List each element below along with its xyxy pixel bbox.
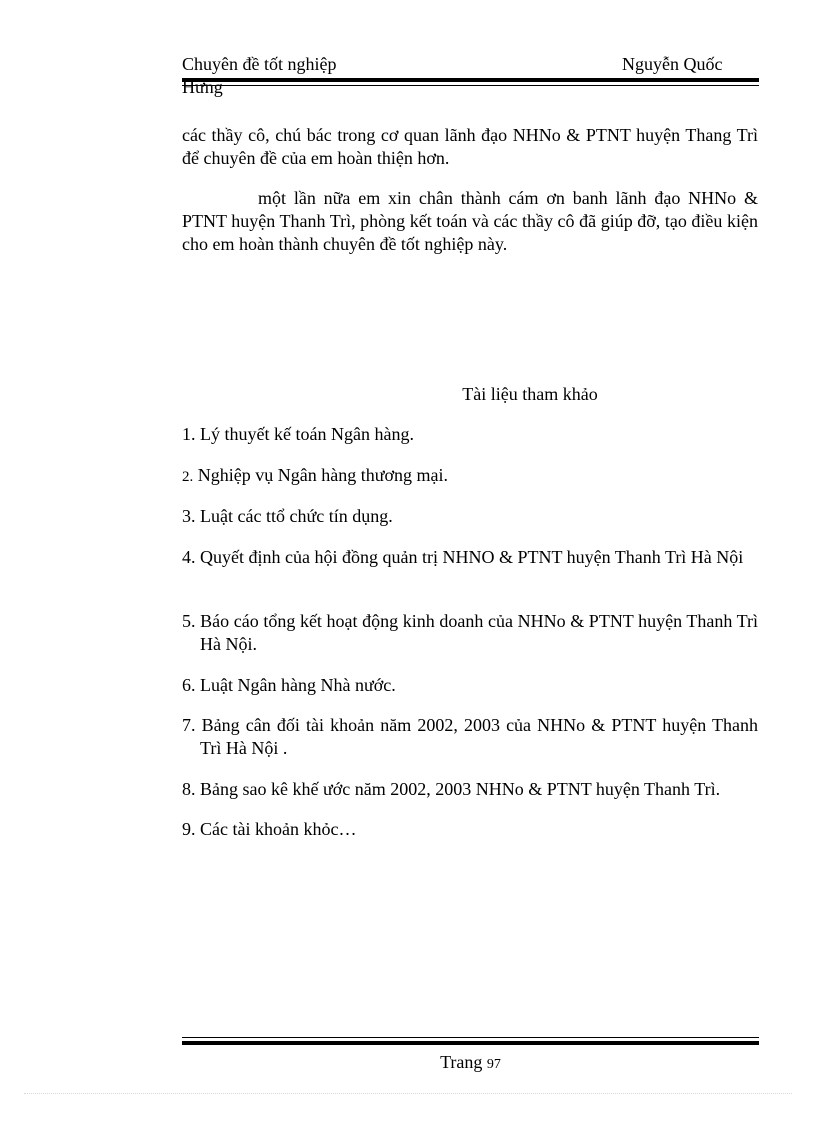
reference-number: 7. <box>182 715 196 735</box>
reference-item <box>182 714 758 760</box>
body-paragraph-1: các thầy cô, chú bác trong cơ quan lãnh đạo NHNo & PTNT huyện Thang Trì để chuyên đề của em hoàn thiện hơn. <box>182 125 758 168</box>
reference-text: Bảng sao kê khế ước năm 2002, 2003 NHNo & PTNT huyện Thanh Trì. <box>200 779 721 799</box>
reference-text: Nghiệp vụ Ngân hàng thương mại. <box>197 465 448 485</box>
reference-number: 5. <box>182 611 196 631</box>
reference-text: Bảng cân đối tài khoản năm 2002, 2003 của NHNo & PTNT huyện Thanh Trì Hà Nội . <box>200 715 758 758</box>
header-rule-thin <box>182 85 759 86</box>
footer-rule-thin <box>182 1037 759 1038</box>
reference-number: 9. <box>182 819 196 839</box>
page-footer <box>182 1050 759 1077</box>
header-rule-thick <box>182 78 759 82</box>
reference-number: 4. <box>182 547 196 567</box>
reference-item <box>182 505 758 528</box>
reference-number: 8. <box>182 779 196 799</box>
page-boundary <box>24 1093 792 1094</box>
header-title: Chuyên đề tốt nghiệp <box>182 54 337 74</box>
reference-text: Các tài khoản khỏc… <box>200 819 357 839</box>
reference-item <box>182 464 758 489</box>
reference-number: 1. <box>182 424 196 444</box>
reference-item <box>182 674 758 697</box>
reference-item <box>182 818 758 841</box>
reference-item <box>182 610 758 656</box>
reference-item <box>182 546 758 569</box>
references-title: Tài liệu tham khảo <box>462 384 598 404</box>
reference-text: Luật các ttổ chức tín dụng. <box>200 506 393 526</box>
header-author-wrap: Hưng <box>182 77 223 97</box>
reference-text: Luật Ngân hàng Nhà nước. <box>200 675 396 695</box>
body-paragraph-2: một lần nữa em xin chân thành cám ơn banh lãnh đạo NHNo & PTNT huyện Thanh Trì, phòng kết toán và các thầy cô đã giúp đỡ, tạo điều kiện cho em hoàn thành chuyên đề tốt nghiệp này. <box>182 188 758 254</box>
page-label: Trang <box>440 1052 483 1072</box>
reference-item <box>182 778 758 801</box>
reference-text: Quyết định của hội đồng quản trị NHNO & PTNT huyện Thanh Trì Hà Nội <box>200 547 744 567</box>
reference-number: 2. <box>182 469 194 485</box>
header-author: Nguyễn Quốc <box>622 54 723 74</box>
reference-text: Báo cáo tổng kết hoạt động kinh doanh của NHNo & PTNT huyện Thanh Trì Hà Nội. <box>200 611 759 654</box>
reference-number: 6. <box>182 675 196 695</box>
footer-rule-thick <box>182 1041 759 1045</box>
reference-text: Lý thuyết kế toán Ngân hàng. <box>200 424 414 444</box>
reference-item <box>182 423 758 446</box>
page-number: 97 <box>486 1057 501 1072</box>
reference-number: 3. <box>182 506 196 526</box>
